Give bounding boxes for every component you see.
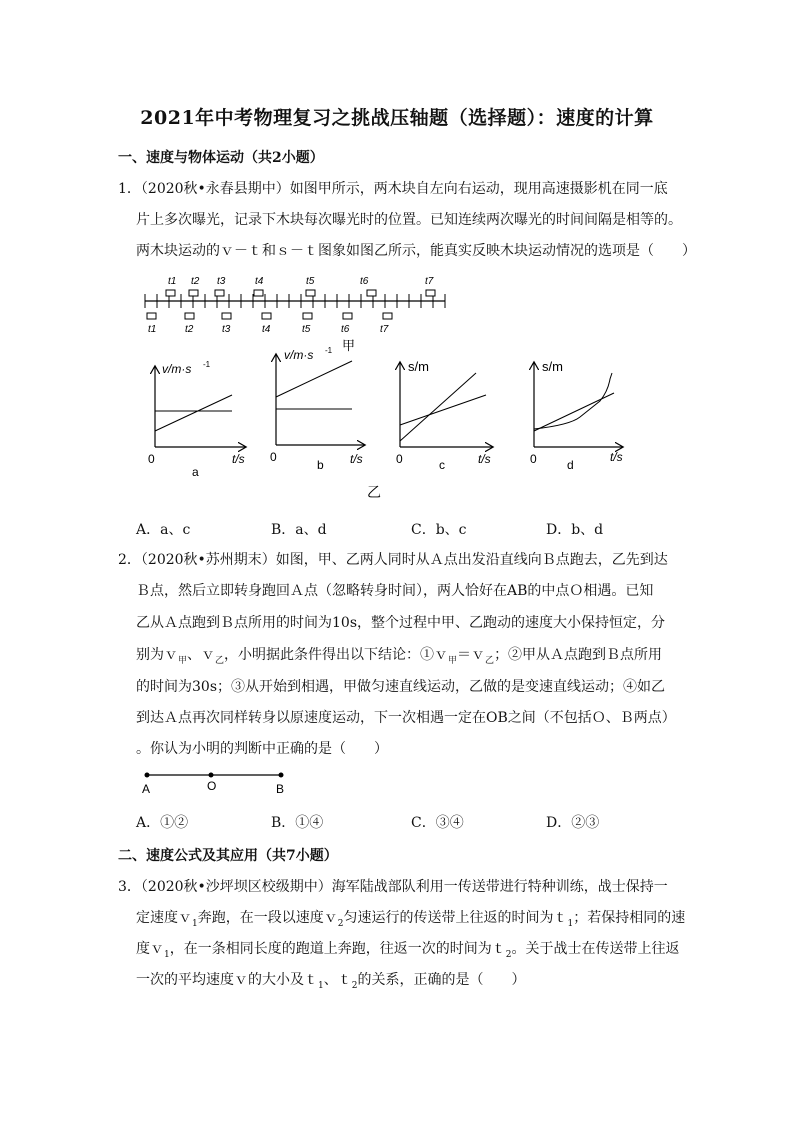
q2-line-5: 的时间为30s；③从开始到相遇，甲做匀速直线运动，乙做的是变速直线运动；④如乙: [136, 679, 665, 695]
bottom-block-7: [383, 313, 392, 319]
point-o-dot: [209, 773, 214, 778]
top-label-3: t3: [217, 276, 226, 287]
q2-option-c[interactable]: C．③④: [411, 815, 464, 831]
graph-d-origin: 0: [530, 452, 537, 466]
figure-yi-graphs: [140, 345, 640, 505]
bottom-block-3: [222, 313, 231, 319]
top-block-1: [166, 290, 175, 296]
q1-line-2: 片上多次曝光，记录下木块每次曝光时的位置。已知连续两次曝光的时间间隔是相等的。: [136, 212, 682, 228]
graph-d-xlabel: t/s: [610, 450, 623, 464]
q3-l2-part-d: ；若保持相同的速: [573, 910, 686, 926]
q3-l3-sub-1: 1: [164, 949, 170, 960]
section-heading-1: 一、速度与物体运动（共2小题）: [118, 150, 324, 166]
point-a-dot: [145, 773, 150, 778]
q2-line-6: 到达Ａ点再次同样转身以原速度运动，下一次相遇一定在OB之间（不包括Ｏ、Ｂ两点）: [136, 710, 676, 726]
q3-l4-sub-1: 1: [318, 980, 324, 991]
figure-jia-strip: [140, 270, 470, 352]
graph-a-xlabel: t/s: [232, 452, 245, 466]
q2-line-3: 乙从Ａ点跑到Ｂ点所用的时间为10s，整个过程中甲、乙跑动的速度大小保持恒定，分: [136, 615, 665, 631]
top-label-2: t2: [191, 276, 200, 287]
bottom-label-4: t4: [262, 324, 271, 335]
graph-a: [148, 360, 245, 479]
q1-option-c[interactable]: C．b、c: [411, 522, 467, 538]
section-heading-2: 二、速度公式及其应用（共7小题）: [118, 848, 338, 864]
top-label-1: t1: [168, 276, 177, 287]
top-block-3: [215, 290, 224, 296]
top-label-6: t6: [360, 276, 369, 287]
q1-line-3: 两木块运动的ｖ－ｔ和ｓ－ｔ图象如图乙所示，能真实反映木块运动情况的选项是（ ）: [136, 243, 696, 259]
bottom-label-1: t1: [148, 324, 157, 335]
top-block-7: [426, 290, 435, 296]
graph-d: [530, 359, 623, 472]
bottom-block-4: [262, 313, 271, 319]
graph-a-ylabel-sup: -1: [203, 360, 211, 369]
q2-l4-part-e: ；②甲从Ａ点跑到Ｂ点所用: [494, 647, 663, 663]
q1-option-d[interactable]: D．b、d: [546, 522, 604, 538]
graph-a-origin: 0: [148, 452, 155, 466]
graph-c: [396, 359, 492, 472]
q2-line-2: Ｂ点，然后立即转身跑回Ａ点（忽略转身时间），两人恰好在AB的中点Ｏ相遇。已知: [136, 583, 654, 599]
q3-line-3: [136, 938, 679, 960]
q3-l2-part-c: 匀速运行的传送带上往返的时间为ｔ: [343, 910, 568, 926]
graph-c-line-2: [400, 373, 476, 441]
graph-c-ylabel: s/m: [408, 359, 429, 374]
q2-l4-sub-jia-2: 甲: [448, 655, 458, 666]
q3-l2-sub-2: 2: [337, 918, 344, 929]
graph-c-line-1: [400, 395, 486, 425]
page-title: 2021年中考物理复习之挑战压轴题（选择题）：速度的计算: [140, 107, 654, 129]
graph-a-rising-line: [155, 395, 232, 431]
graph-b-xlabel: t/s: [350, 452, 363, 466]
top-label-7: t7: [425, 276, 434, 287]
figure-yi-label: 乙: [367, 484, 381, 500]
bottom-label-3: t3: [222, 324, 231, 335]
point-a-label: A: [142, 782, 151, 796]
q2-option-b[interactable]: B．①④: [271, 815, 324, 831]
top-label-5: t5: [306, 276, 315, 287]
q2-l4-part-c: ，小明据此条件得出以下结论：①ｖ: [224, 647, 449, 663]
q3-line-1: 3．（2020秋•沙坪坝区校级期中）海军陆战部队利用一传送带进行特种训练，战士保持一: [118, 879, 668, 895]
q2-l4-part-a: 别为ｖ: [136, 647, 178, 663]
graph-b-name: b: [317, 458, 324, 472]
point-o-label: O: [207, 779, 217, 793]
q3-l3-sub-2: 2: [505, 949, 512, 960]
graph-b-ylabel: v/m·s: [284, 348, 314, 362]
q2-l4-part-d: ＝ｖ: [457, 647, 486, 663]
q3-l2-sub-3: 1: [567, 918, 574, 929]
q2-l4-part-b: 、ｖ: [187, 647, 216, 663]
q3-l3-part-b: ，在一条相同长度的跑道上奔跑，往返一次的时间为ｔ: [169, 941, 506, 957]
bottom-label-5: t5: [302, 324, 311, 335]
top-time-labels: [168, 276, 434, 287]
graph-d-curve: [534, 373, 612, 429]
q2-l4-sub-yi: 乙: [215, 655, 225, 666]
bottom-block-5: [303, 313, 312, 319]
top-block-2: [189, 290, 198, 296]
q1-line-1: 1．（2020秋•永春县期中）如图甲所示，两木块自左向右运动，现用高速摄影机在同一底: [118, 181, 668, 197]
bottom-block-6: [343, 313, 352, 319]
graph-a-name: a: [192, 465, 199, 479]
top-block-4: [254, 290, 263, 296]
top-label-4: t4: [255, 276, 264, 287]
q3-line-4: [136, 969, 525, 991]
graph-b-rising-line: [276, 361, 352, 397]
graph-b-origin: 0: [270, 450, 277, 464]
q2-l4-sub-yi-2: 乙: [485, 655, 495, 666]
point-b-label: B: [276, 782, 285, 796]
bottom-label-6: t6: [341, 324, 350, 335]
graph-b-ylabel-sup: -1: [325, 346, 333, 355]
graph-a-ylabel: v/m·s: [162, 362, 192, 376]
q3-l4-part-b: 、ｔ: [323, 972, 352, 988]
q3-line-2: [136, 907, 685, 929]
q1-option-a[interactable]: A．a、c: [136, 522, 191, 538]
bottom-label-2: t2: [185, 324, 194, 335]
graph-c-xlabel: t/s: [478, 452, 491, 466]
bottom-block-1: [147, 313, 156, 319]
graph-d-name: d: [567, 458, 574, 472]
q2-option-a[interactable]: A．①②: [136, 815, 189, 831]
q3-l4-sub-2: 2: [351, 980, 358, 991]
q1-option-b[interactable]: B．a、d: [271, 522, 327, 538]
figure-jia-label: 甲: [342, 338, 356, 352]
bottom-label-7: t7: [380, 324, 389, 335]
q3-l2-part-b: 奔跑，在一段以速度ｖ: [197, 910, 338, 926]
figure-aob-segment: [138, 766, 298, 798]
graph-c-name: c: [439, 458, 445, 472]
q2-line-1: 2．（2020秋•苏州期末）如图，甲、乙两人同时从Ａ点出发沿直线向Ｂ点跑去，乙先到达: [118, 552, 668, 568]
q3-l2-sub-1: 1: [192, 918, 198, 929]
q3-l3-part-c: 。关于战士在传送带上往返: [511, 941, 680, 957]
bottom-block-2: [185, 313, 194, 319]
graph-d-ylabel: s/m: [542, 359, 563, 374]
graph-b: [270, 346, 364, 472]
q3-l4-part-c: 的关系，正确的是（ ）: [357, 972, 526, 988]
top-block-6: [367, 290, 376, 296]
q2-line-4: [136, 644, 662, 666]
bottom-time-labels: [148, 324, 389, 335]
q2-line-7: 。你认为小明的判断中正确的是（ ）: [136, 741, 388, 757]
point-b-dot: [279, 773, 284, 778]
q3-l2-part-a: 定速度ｖ: [136, 910, 192, 926]
q2-option-d[interactable]: D．②③: [546, 815, 600, 831]
top-block-5: [306, 290, 315, 296]
graph-c-origin: 0: [396, 452, 403, 466]
q2-l4-sub-jia: 甲: [178, 655, 188, 666]
q3-l4-part-a: 一次的平均速度ｖ的大小及ｔ: [136, 972, 318, 988]
q3-l3-part-a: 度ｖ: [136, 941, 164, 957]
bottom-blocks: [147, 313, 392, 319]
